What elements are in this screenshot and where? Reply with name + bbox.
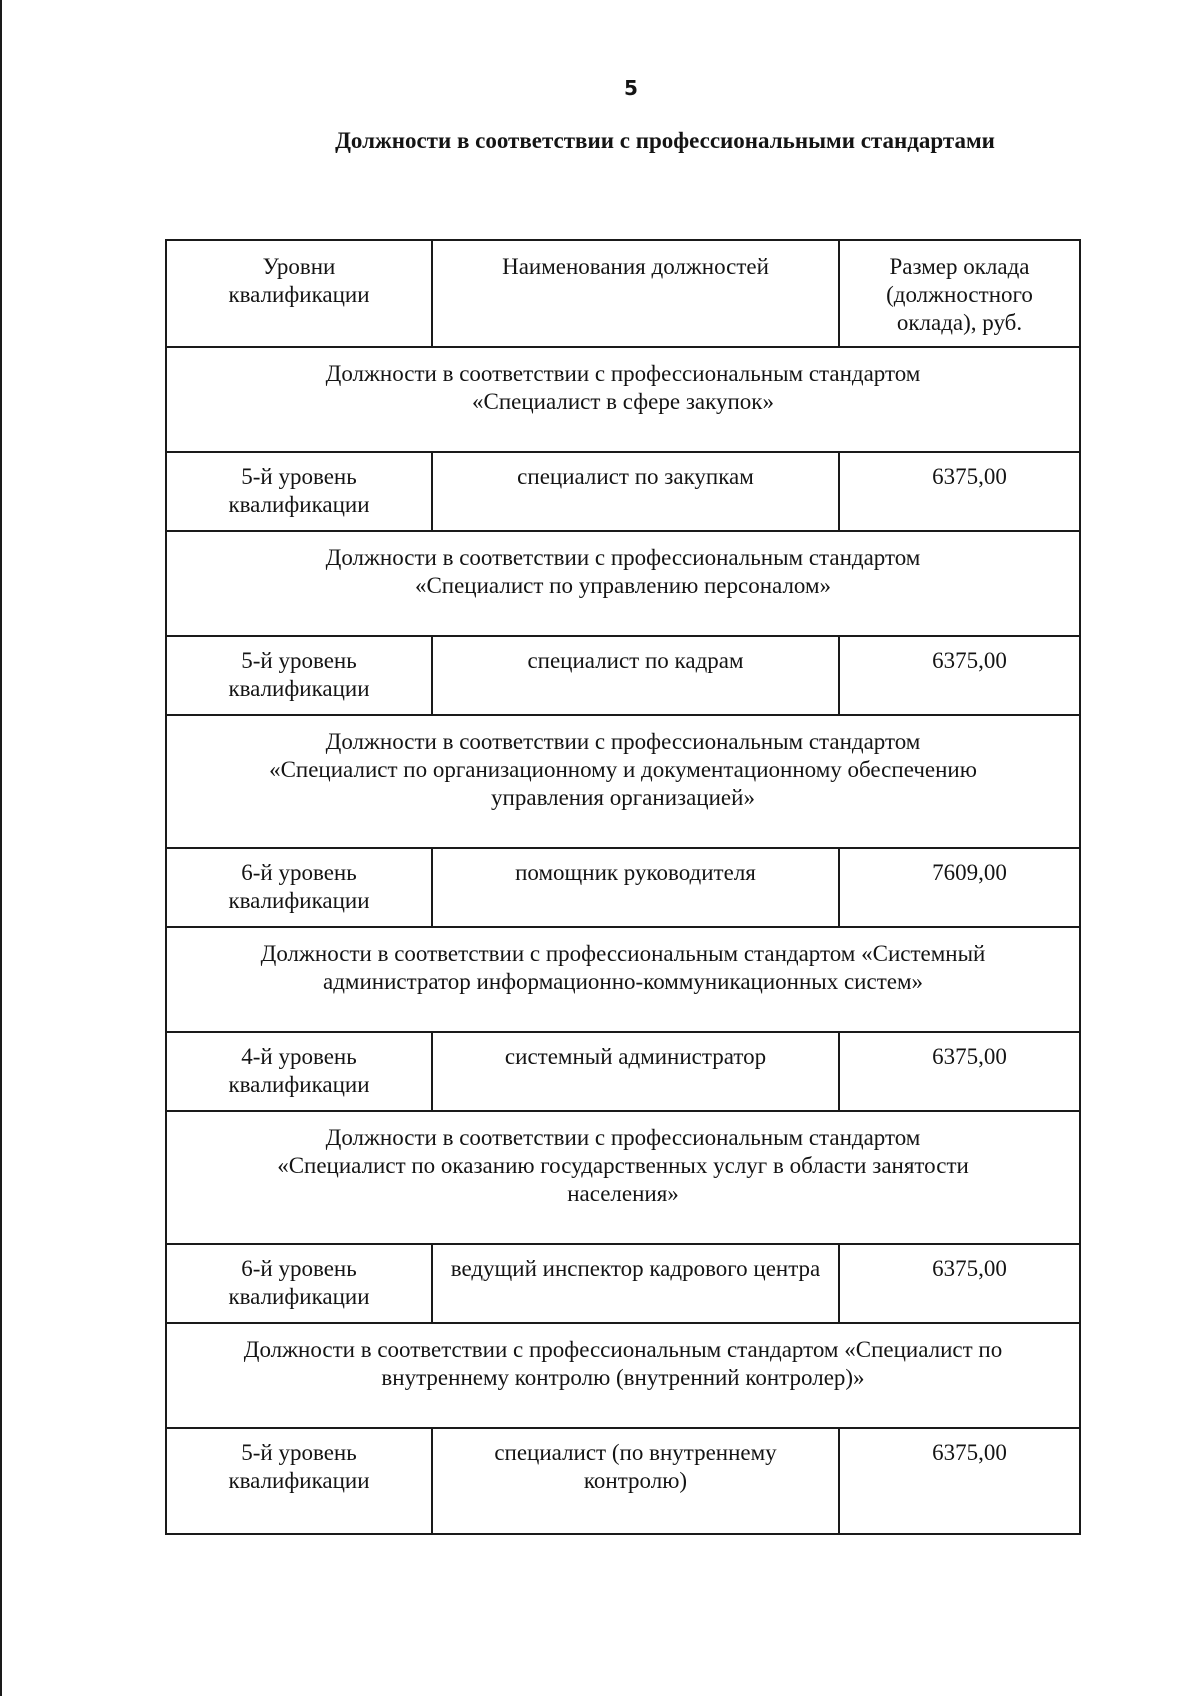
salary-amount: 6375,00 bbox=[839, 1428, 1080, 1534]
page-number: 5 bbox=[624, 76, 638, 100]
section-row bbox=[166, 1323, 1080, 1428]
table-row bbox=[166, 1244, 1080, 1323]
section-heading-employment: Должности в соответствии с профессиональным стандартом «Специалист по оказанию государственных услуг в области занятости населения» bbox=[166, 1111, 1080, 1244]
table-row bbox=[166, 452, 1080, 531]
section-heading-sysadmin: Должности в соответствии с профессиональным стандартом «Системный администратор информационно-коммуникационных систем» bbox=[166, 927, 1080, 1032]
section-heading-documentation: Должности в соответствии с профессиональным стандартом «Специалист по организационному и документационному обеспечению управления организацией» bbox=[166, 715, 1080, 848]
table-row bbox=[166, 848, 1080, 927]
salary-table bbox=[165, 239, 1081, 1535]
document-title: Должности в соответствии с профессиональными стандартами bbox=[335, 128, 995, 153]
page-left-edge bbox=[0, 0, 2, 1696]
position-name: системный администратор bbox=[432, 1032, 839, 1111]
header-salary: Размер оклада (должностного оклада), руб. bbox=[839, 240, 1080, 347]
salary-amount: 7609,00 bbox=[839, 848, 1080, 927]
header-level: Уровни квалификации bbox=[166, 240, 432, 347]
position-name: специалист по кадрам bbox=[432, 636, 839, 715]
salary-amount: 6375,00 bbox=[839, 636, 1080, 715]
position-name: специалист по закупкам bbox=[432, 452, 839, 531]
section-row bbox=[166, 927, 1080, 1032]
qualification-level: 6-й уровень квалификации bbox=[166, 848, 432, 927]
section-heading-hr: Должности в соответствии с профессиональным стандартом «Специалист по управлению персоналом» bbox=[166, 531, 1080, 636]
table-row bbox=[166, 1428, 1080, 1534]
qualification-level: 6-й уровень квалификации bbox=[166, 1244, 432, 1323]
qualification-level: 5-й уровень квалификации bbox=[166, 452, 432, 531]
position-name: специалист (по внутреннему контролю) bbox=[432, 1428, 839, 1534]
position-name: ведущий инспектор кадрового центра bbox=[432, 1244, 839, 1323]
qualification-level: 5-й уровень квалификации bbox=[166, 636, 432, 715]
salary-amount: 6375,00 bbox=[839, 452, 1080, 531]
table-row bbox=[166, 1032, 1080, 1111]
header-position: Наименования должностей bbox=[432, 240, 839, 347]
section-heading-procurement: Должности в соответствии с профессиональным стандартом «Специалист в сфере закупок» bbox=[166, 347, 1080, 452]
salary-amount: 6375,00 bbox=[839, 1244, 1080, 1323]
qualification-level: 4-й уровень квалификации bbox=[166, 1032, 432, 1111]
table-header-row bbox=[166, 240, 1080, 347]
section-row bbox=[166, 347, 1080, 452]
salary-amount: 6375,00 bbox=[839, 1032, 1080, 1111]
section-heading-internal-control: Должности в соответствии с профессиональным стандартом «Специалист по внутреннему контролю (внутренний контролер)» bbox=[166, 1323, 1080, 1428]
table-row bbox=[166, 636, 1080, 715]
position-name: помощник руководителя bbox=[432, 848, 839, 927]
section-row bbox=[166, 1111, 1080, 1244]
qualification-level: 5-й уровень квалификации bbox=[166, 1428, 432, 1534]
section-row bbox=[166, 715, 1080, 848]
section-row bbox=[166, 531, 1080, 636]
